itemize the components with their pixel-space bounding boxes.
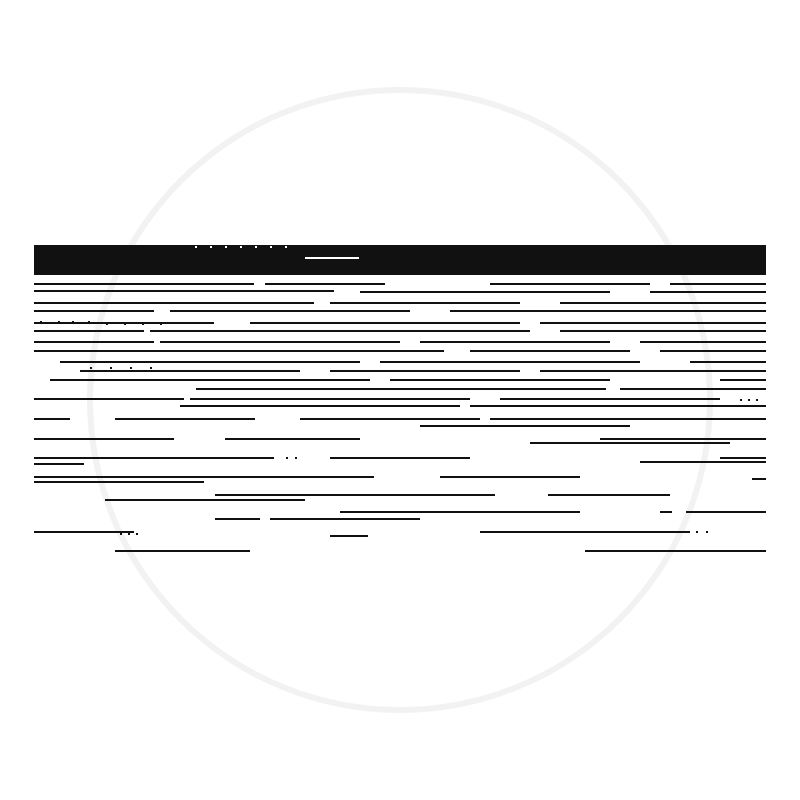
band-white-dash: [305, 257, 359, 259]
top-black-band: [34, 245, 766, 275]
